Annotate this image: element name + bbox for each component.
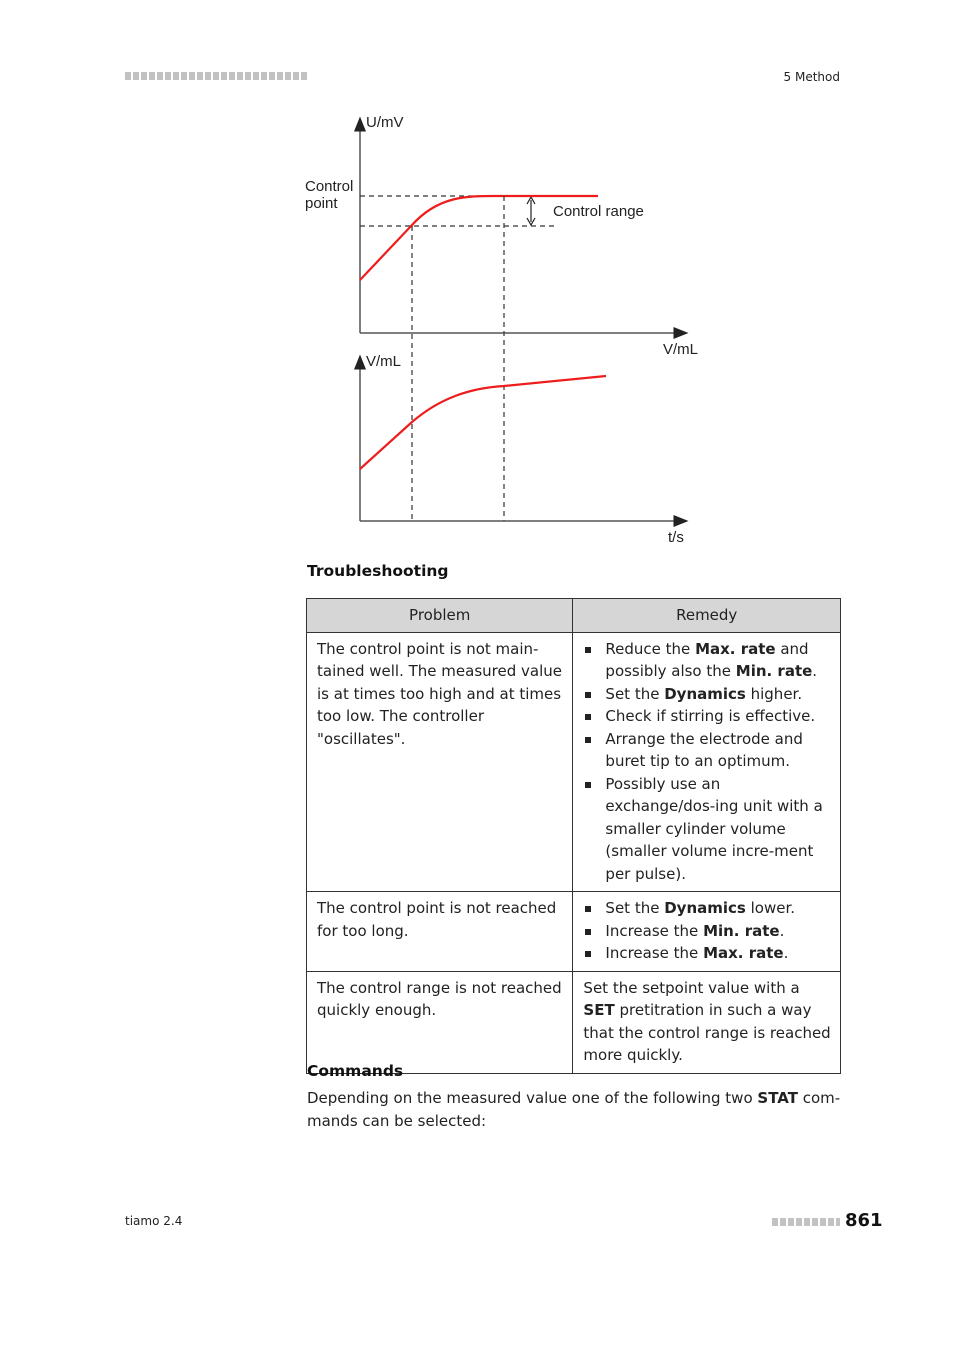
- header-decoration: [125, 72, 307, 80]
- chapter-header: 5 Method: [783, 70, 840, 84]
- remedy-cell: Set the setpoint value with a SET pretitration in such a way that the control range is reached more quickly.: [573, 971, 841, 1073]
- commands-paragraph: Depending on the measured value one of the following two STAT com-mands can be selected:: [307, 1089, 841, 1130]
- control-diagram: [300, 108, 720, 553]
- troubleshooting-table: [306, 598, 841, 1074]
- footer-product: tiamo 2.4: [125, 1214, 183, 1228]
- commands-title: Commands: [307, 1062, 404, 1080]
- table-row: [307, 971, 841, 1073]
- bottom-x-label: t/s: [668, 529, 684, 546]
- remedy-cell: [573, 632, 841, 892]
- problem-cell: The control point is not reached for too long.: [307, 892, 573, 972]
- list-item: Arrange the electrode and buret tip to an optimum.: [583, 728, 831, 773]
- table-row: [307, 632, 841, 892]
- table-row: [307, 892, 841, 972]
- remedy-cell: [573, 892, 841, 972]
- control-range-label: Control range: [553, 203, 644, 220]
- list-item: Set the Dynamics lower.: [583, 897, 831, 920]
- list-item: Check if stirring is effective.: [583, 705, 831, 728]
- list-item: Possibly use an exchange/dos-ing unit with a smaller cylinder volume (smaller volume incre-ment per pulse).: [583, 773, 831, 886]
- header-remedy: Remedy: [573, 599, 841, 633]
- page-number: 861: [845, 1210, 883, 1231]
- troubleshooting-title: Troubleshooting: [307, 562, 449, 580]
- problem-cell: The control point is not main-tained well. The measured value is at times too high and at times too low. The controller "oscillates".: [307, 632, 573, 892]
- volume-curve: [360, 376, 606, 469]
- top-x-label: V/mL: [663, 341, 699, 358]
- control-point-label-2: point: [305, 195, 338, 212]
- list-item: Increase the Max. rate.: [583, 942, 831, 965]
- list-item: Increase the Min. rate.: [583, 920, 831, 943]
- control-point-label-1: Control: [305, 178, 354, 195]
- list-item: Set the Dynamics higher.: [583, 683, 831, 706]
- header-problem: Problem: [307, 599, 573, 633]
- list-item: Reduce the Max. rate and possibly also the Min. rate.: [583, 638, 831, 683]
- bottom-y-label: V/mL: [366, 353, 402, 370]
- footer-decoration: [772, 1218, 840, 1226]
- top-y-label: U/mV: [366, 114, 404, 131]
- problem-cell: The control range is not reached quickly enough.: [307, 971, 573, 1073]
